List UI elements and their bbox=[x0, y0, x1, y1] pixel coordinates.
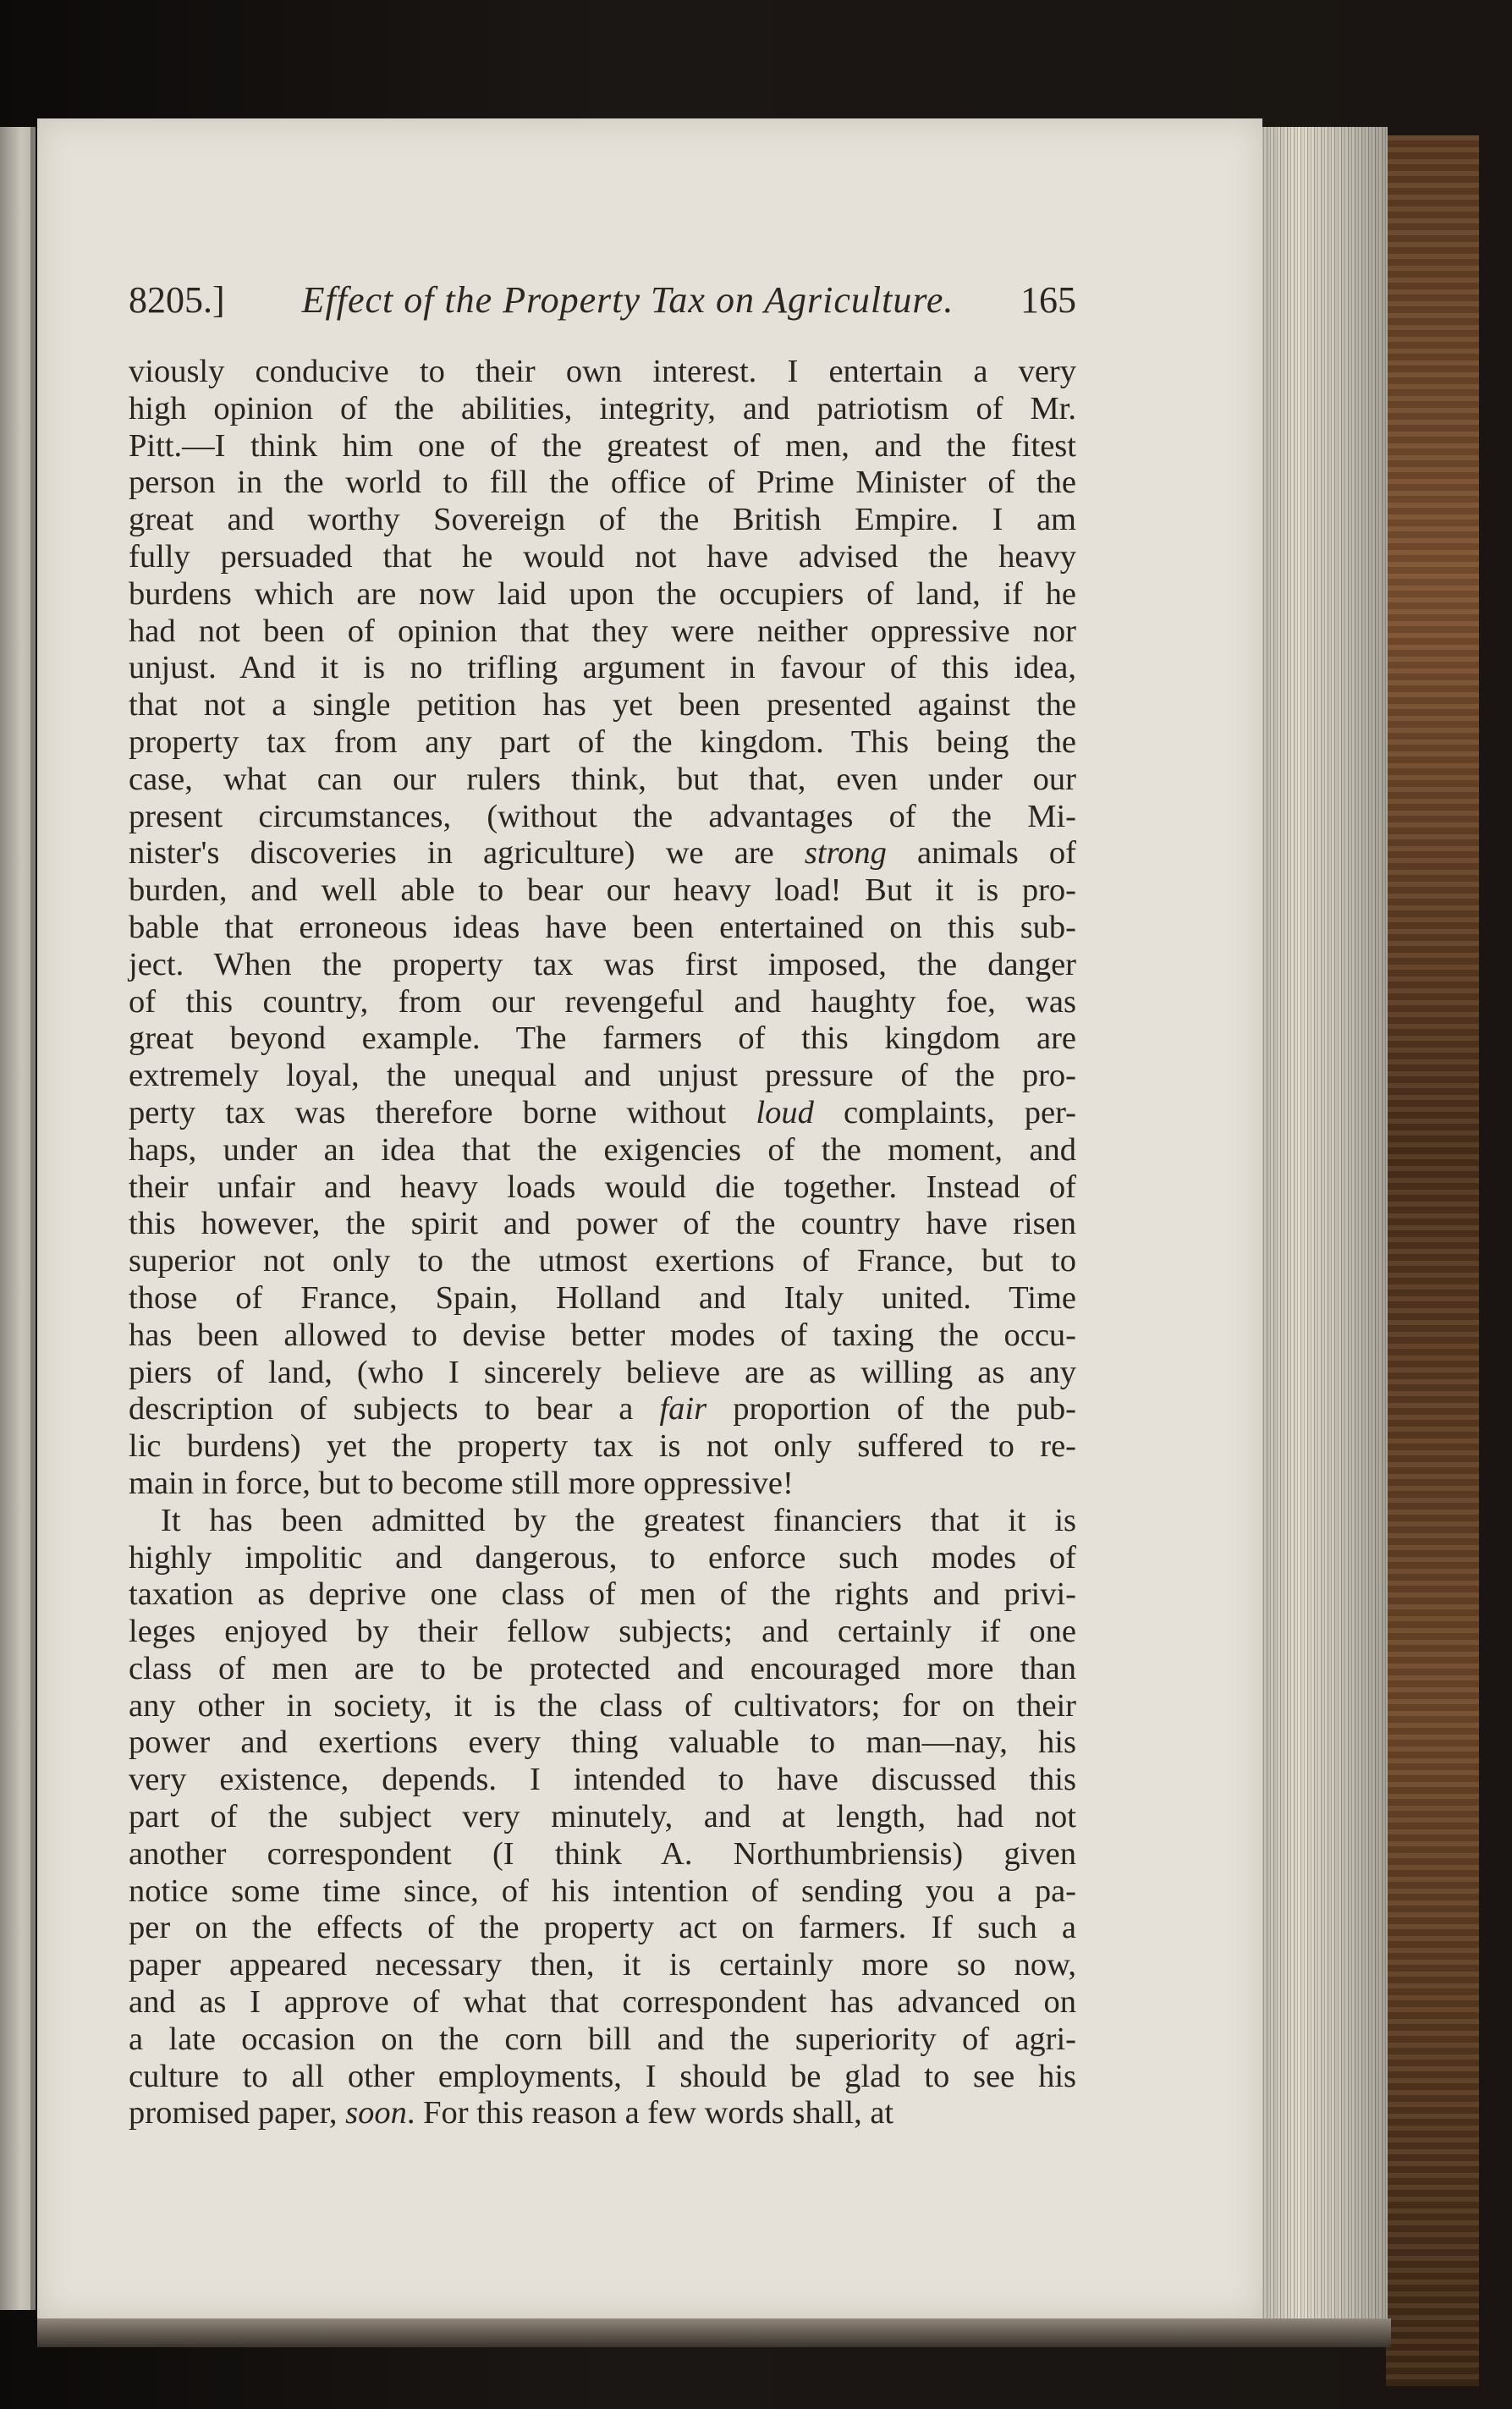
text-line bbox=[129, 1947, 1076, 1984]
text-line bbox=[129, 2059, 1076, 2096]
text-segment: a late occasion on the corn bill and the superiority of agri- bbox=[129, 2021, 1076, 2057]
text-line bbox=[129, 1503, 1076, 1540]
text-line bbox=[129, 1651, 1076, 1688]
text-line bbox=[129, 1095, 1076, 1132]
running-head bbox=[129, 275, 1076, 326]
section-number: 8205.] bbox=[129, 279, 225, 321]
text-line bbox=[129, 1910, 1076, 1947]
text-line bbox=[129, 1540, 1076, 1577]
text-segment: proportion of the pub- bbox=[707, 1391, 1076, 1427]
text-line bbox=[129, 1280, 1076, 1317]
text-segment: per on the effects of the property act on farmers. If such a bbox=[129, 1910, 1076, 1946]
text-segment: any other in society, it is the class of cultivators; for on their bbox=[129, 1687, 1076, 1724]
italic-word: loud bbox=[756, 1094, 814, 1130]
text-segment: had not been of opinion that they were neither oppressive nor bbox=[129, 613, 1076, 649]
text-segment: another correspondent (I think A. Northumbriensis) given bbox=[129, 1835, 1076, 1872]
text-segment: paper appeared necessary then, it is certainly more so now, bbox=[129, 1947, 1076, 1983]
body-text bbox=[129, 354, 1076, 2132]
page-bottom-edge bbox=[37, 2318, 1391, 2347]
text-segment: and as I approve of what that correspondent has advanced on bbox=[129, 1984, 1076, 2021]
text-segment: animals of bbox=[886, 835, 1076, 872]
text-segment: description of subjects to bear a bbox=[129, 1391, 660, 1427]
text-segment: great and worthy Sovereign of the British Empire. I am bbox=[129, 502, 1076, 538]
text-segment: property tax from any part of the kingdom. This being the bbox=[129, 723, 1076, 760]
text-segment: unjust. And it is no trifling argument in favour of this idea, bbox=[129, 650, 1076, 686]
text-segment: those of France, Spain, Holland and Italy united. Time bbox=[129, 1279, 1076, 1316]
text-segment: extremely loyal, the unequal and unjust pressure of the pro- bbox=[129, 1058, 1076, 1094]
text-segment: complaints, per- bbox=[813, 1094, 1077, 1130]
text-line bbox=[129, 391, 1076, 428]
text-segment: this however, the spirit and power of the country have risen bbox=[129, 1206, 1076, 1242]
text-segment: promised paper, bbox=[129, 2095, 346, 2131]
text-line bbox=[129, 724, 1076, 762]
text-line bbox=[129, 428, 1076, 465]
text-line bbox=[129, 502, 1076, 539]
text-segment: great beyond example. The farmers of this kingdom are bbox=[129, 1020, 1076, 1057]
text-segment: fully persuaded that he would not have advised the heavy bbox=[129, 538, 1076, 575]
text-line bbox=[129, 1724, 1076, 1762]
text-segment: leges enjoyed by their fellow subjects; and certainly if one bbox=[129, 1614, 1076, 1650]
text-segment: ject. When the property tax was first imposed, the danger bbox=[129, 946, 1076, 982]
text-segment: highly impolitic and dangerous, to enforce such modes of bbox=[129, 1539, 1076, 1576]
text-line bbox=[129, 1688, 1076, 1725]
text-line bbox=[129, 354, 1076, 391]
text-segment: burden, and well able to bear our heavy load! But it is pro- bbox=[129, 872, 1076, 909]
text-segment: present circumstances, (without the advantages of the Mi- bbox=[129, 798, 1076, 834]
text-line bbox=[129, 1206, 1076, 1243]
text-segment: lic burdens) yet the property tax is not only suffered to re- bbox=[129, 1428, 1076, 1465]
text-line bbox=[129, 762, 1076, 799]
text-segment: perty tax was therefore borne without bbox=[129, 1094, 756, 1130]
text-line bbox=[129, 1058, 1076, 1095]
text-line bbox=[129, 910, 1076, 947]
text-line bbox=[129, 1873, 1076, 1911]
text-segment: culture to all other employments, I should be glad to see his bbox=[129, 2058, 1076, 2094]
text-segment: power and exertions every thing valuable to man—nay, his bbox=[129, 1724, 1076, 1761]
text-line bbox=[129, 1132, 1076, 1169]
text-line bbox=[129, 984, 1076, 1021]
text-segment: haps, under an idea that the exigencies of the moment, and bbox=[129, 1131, 1076, 1168]
text-line bbox=[129, 613, 1076, 651]
italic-word: fair bbox=[659, 1391, 707, 1427]
text-segment: that not a single petition has yet been presented against the bbox=[129, 687, 1076, 723]
text-line bbox=[129, 1391, 1076, 1428]
text-segment: of this country, from our revengeful and haughty foe, was bbox=[129, 983, 1076, 1020]
text-line bbox=[129, 1762, 1076, 1799]
text-segment: part of the subject very minutely, and at length, had not bbox=[129, 1799, 1076, 1835]
text-segment: very existence, depends. I intended to have discussed this bbox=[129, 1762, 1076, 1798]
text-segment: class of men are to be protected and encouraged more than bbox=[129, 1650, 1076, 1686]
text-line bbox=[129, 465, 1076, 502]
text-line bbox=[129, 1317, 1076, 1355]
text-line bbox=[129, 872, 1076, 910]
text-segment: bable that erroneous ideas have been entertained on this sub- bbox=[129, 909, 1076, 945]
text-line bbox=[129, 2021, 1076, 2059]
text-segment: high opinion of the abilities, integrity, and patriotism of Mr. bbox=[129, 390, 1076, 426]
text-segment: Pitt.—I think him one of the greatest of men, and the fitest bbox=[129, 427, 1076, 464]
text-line bbox=[129, 835, 1076, 872]
text-segment: viously conducive to their own interest. I entertain a very bbox=[129, 354, 1076, 389]
text-line bbox=[129, 1169, 1076, 1207]
italic-word: soon bbox=[345, 2095, 407, 2131]
text-line bbox=[129, 539, 1076, 576]
text-line bbox=[129, 2095, 1076, 2132]
italic-word: strong bbox=[804, 835, 887, 872]
text-line bbox=[129, 799, 1076, 836]
text-segment: notice some time since, of his intention of sending you a pa- bbox=[129, 1873, 1076, 1909]
text-segment: burdens which are now laid upon the occupiers of land, if he bbox=[129, 575, 1076, 612]
text-line bbox=[129, 947, 1076, 984]
text-segment: taxation as deprive one class of men of the rights and privi- bbox=[129, 1576, 1076, 1613]
text-line bbox=[129, 1576, 1076, 1614]
text-line bbox=[129, 1020, 1076, 1058]
text-segment: has been allowed to devise better modes of taxing the occu- bbox=[129, 1317, 1076, 1353]
text-line bbox=[129, 650, 1076, 687]
text-line bbox=[129, 1243, 1076, 1280]
page-fore-edge bbox=[1261, 127, 1388, 2344]
text-line bbox=[129, 1355, 1076, 1392]
running-title: Effect of the Property Tax on Agriculture. bbox=[301, 279, 954, 321]
text-segment: main in force, but to become still more oppressive! bbox=[129, 1465, 794, 1501]
text-segment: case, what can our rulers think, but that, even under our bbox=[129, 761, 1076, 797]
text-line bbox=[129, 687, 1076, 724]
text-segment: piers of land, (who I sincerely believe are as willing as any bbox=[129, 1354, 1076, 1390]
text-line bbox=[129, 576, 1076, 613]
text-line bbox=[129, 1984, 1076, 2021]
text-line bbox=[129, 1428, 1076, 1466]
text-line bbox=[129, 1466, 1076, 1503]
text-segment: their unfair and heavy loads would die together. Instead of bbox=[129, 1169, 1076, 1205]
text-segment: It has been admitted by the greatest financiers that it is bbox=[161, 1502, 1076, 1538]
text-segment: superior not only to the utmost exertions of France, but to bbox=[129, 1243, 1076, 1279]
text-line bbox=[129, 1614, 1076, 1651]
text-segment: . For this reason a few words shall, at bbox=[406, 2095, 894, 2131]
text-line bbox=[129, 1799, 1076, 1836]
text-line bbox=[129, 1836, 1076, 1873]
text-segment: nister's discoveries in agriculture) we are bbox=[129, 835, 805, 872]
book-cover-edge bbox=[1386, 135, 1479, 2386]
text-segment: person in the world to fill the office of Prime Minister of the bbox=[129, 465, 1076, 501]
page-number: 165 bbox=[1020, 279, 1076, 321]
